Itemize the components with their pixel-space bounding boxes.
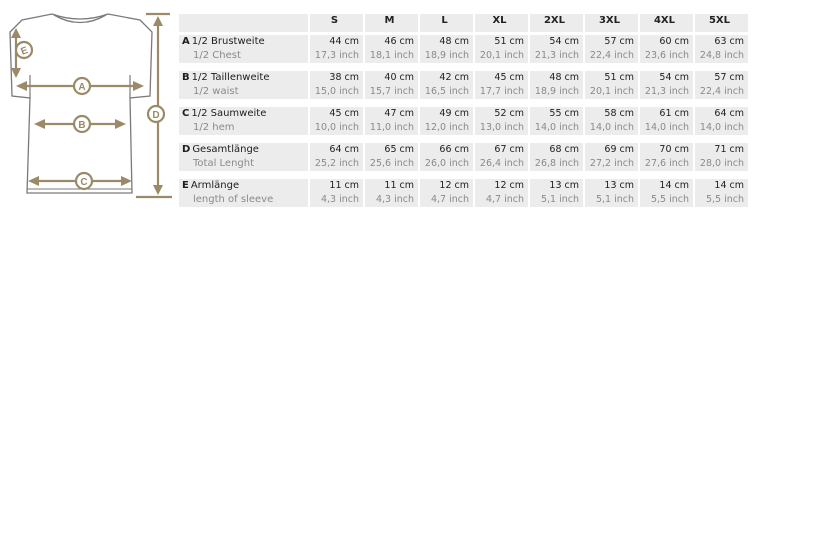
value-inch: 4,3 inch xyxy=(320,194,359,205)
measurement-label-cell xyxy=(179,107,308,135)
measurement-letter: D xyxy=(182,144,191,155)
measurement-value-cell xyxy=(475,71,528,99)
size-header-2xl: 2XL xyxy=(530,14,583,32)
value-inch: 22,4 inch xyxy=(589,50,634,61)
value-inch: 15,0 inch xyxy=(314,86,359,97)
value-cm: 68 cm xyxy=(549,144,579,155)
value-inch: 23,6 inch xyxy=(644,50,689,61)
measurement-letter: E xyxy=(182,180,189,191)
measurement-value-cell xyxy=(640,107,693,135)
measurement-value-cell xyxy=(585,107,638,135)
size-header-xl: XL xyxy=(475,14,528,32)
measurement-value-cell xyxy=(310,71,363,99)
value-cm: 54 cm xyxy=(549,36,579,47)
value-cm: 13 cm xyxy=(604,180,634,191)
value-cm: 51 cm xyxy=(604,72,634,83)
measurement-value-cell xyxy=(365,35,418,63)
value-inch: 26,8 inch xyxy=(534,158,579,169)
measurement-value-cell xyxy=(695,179,748,207)
value-inch: 17,3 inch xyxy=(314,50,359,61)
marker-d-label: D xyxy=(152,110,160,121)
row-spacer xyxy=(179,99,748,107)
value-cm: 63 cm xyxy=(714,36,744,47)
value-cm: 69 cm xyxy=(604,144,634,155)
value-inch: 4,7 inch xyxy=(485,194,524,205)
measurement-value-cell xyxy=(310,179,363,207)
marker-b-label: B xyxy=(78,120,86,131)
measurement-row-c xyxy=(179,107,748,135)
value-cm: 64 cm xyxy=(329,144,359,155)
measurement-name-de: 1/2 Brustweite xyxy=(191,36,265,47)
measurement-value-cell xyxy=(420,143,473,171)
value-inch: 20,1 inch xyxy=(589,86,634,97)
value-inch: 16,5 inch xyxy=(424,86,469,97)
measurement-value-cell xyxy=(695,143,748,171)
measurement-letter: B xyxy=(182,72,190,83)
value-cm: 71 cm xyxy=(714,144,744,155)
measurement-value-cell xyxy=(365,143,418,171)
measurement-name-en: 1/2 waist xyxy=(193,86,239,97)
value-cm: 58 cm xyxy=(604,108,634,119)
measurement-name-de: 1/2 Saumweite xyxy=(191,108,267,119)
measurement-value-cell xyxy=(420,71,473,99)
value-cm: 40 cm xyxy=(384,72,414,83)
value-cm: 44 cm xyxy=(329,36,359,47)
measurement-name-de: Gesamtlänge xyxy=(192,144,259,155)
measurement-label-cell xyxy=(179,179,308,207)
measurement-letter: C xyxy=(182,108,190,119)
measurement-name-en: 1/2 Chest xyxy=(193,50,241,61)
measurement-value-cell xyxy=(530,107,583,135)
value-inch: 4,7 inch xyxy=(430,194,469,205)
value-cm: 12 cm xyxy=(494,180,524,191)
measurement-value-cell xyxy=(585,179,638,207)
value-cm: 61 cm xyxy=(659,108,689,119)
value-cm: 60 cm xyxy=(659,36,689,47)
row-spacer xyxy=(179,63,748,71)
value-inch: 5,5 inch xyxy=(650,194,689,205)
value-inch: 11,0 inch xyxy=(369,122,414,133)
value-inch: 28,0 inch xyxy=(699,158,744,169)
measurement-value-cell xyxy=(530,71,583,99)
value-cm: 52 cm xyxy=(494,108,524,119)
value-inch: 24,8 inch xyxy=(699,50,744,61)
value-inch: 5,5 inch xyxy=(705,194,744,205)
value-inch: 25,6 inch xyxy=(369,158,414,169)
measurement-value-cell xyxy=(365,107,418,135)
measurement-value-cell xyxy=(585,143,638,171)
size-header-row xyxy=(179,14,748,32)
measurement-value-cell xyxy=(365,179,418,207)
measurement-name-de: Armlänge xyxy=(190,180,240,191)
measurement-label-cell xyxy=(179,143,308,171)
value-cm: 54 cm xyxy=(659,72,689,83)
value-inch: 27,6 inch xyxy=(644,158,689,169)
value-inch: 10,0 inch xyxy=(314,122,359,133)
value-cm: 14 cm xyxy=(659,180,689,191)
value-inch: 21,3 inch xyxy=(644,86,689,97)
measurement-value-cell xyxy=(640,71,693,99)
value-cm: 66 cm xyxy=(439,144,469,155)
measurement-value-cell xyxy=(420,107,473,135)
measurement-value-cell xyxy=(475,179,528,207)
value-cm: 46 cm xyxy=(384,36,414,47)
measurement-name-de: 1/2 Taillenweite xyxy=(191,72,270,83)
value-cm: 42 cm xyxy=(439,72,469,83)
measurement-value-cell xyxy=(585,35,638,63)
measurement-label-cell xyxy=(179,71,308,99)
size-header-l: L xyxy=(420,14,473,32)
measurement-value-cell xyxy=(585,71,638,99)
row-spacer xyxy=(179,171,748,179)
measurement-value-cell xyxy=(475,143,528,171)
value-cm: 11 cm xyxy=(329,180,359,191)
value-inch: 26,0 inch xyxy=(424,158,469,169)
value-inch: 14,0 inch xyxy=(699,122,744,133)
value-cm: 64 cm xyxy=(714,108,744,119)
value-inch: 25,2 inch xyxy=(314,158,359,169)
value-inch: 14,0 inch xyxy=(534,122,579,133)
header-blank-cell xyxy=(179,14,308,32)
measurement-row-b xyxy=(179,71,748,99)
value-cm: 14 cm xyxy=(714,180,744,191)
measurement-value-cell xyxy=(475,35,528,63)
measurement-value-cell xyxy=(530,179,583,207)
measurement-row-d xyxy=(179,143,748,171)
measurement-value-cell xyxy=(310,35,363,63)
measurement-value-cell xyxy=(640,179,693,207)
value-cm: 70 cm xyxy=(659,144,689,155)
value-cm: 13 cm xyxy=(549,180,579,191)
measurement-value-cell xyxy=(420,35,473,63)
measurement-value-cell xyxy=(365,71,418,99)
measurement-value-cell xyxy=(310,107,363,135)
measurement-value-cell xyxy=(695,107,748,135)
size-header-m: M xyxy=(365,14,418,32)
measurement-value-cell xyxy=(420,179,473,207)
value-cm: 57 cm xyxy=(604,36,634,47)
measurement-value-cell xyxy=(475,107,528,135)
value-cm: 57 cm xyxy=(714,72,744,83)
measurement-row-e xyxy=(179,179,748,207)
value-inch: 18,9 inch xyxy=(424,50,469,61)
value-inch: 20,1 inch xyxy=(479,50,524,61)
value-cm: 38 cm xyxy=(329,72,359,83)
measurement-name-en: length of sleeve xyxy=(193,194,274,205)
measurement-row-a xyxy=(179,35,748,63)
value-inch: 4,3 inch xyxy=(375,194,414,205)
value-cm: 11 cm xyxy=(384,180,414,191)
value-inch: 18,1 inch xyxy=(369,50,414,61)
value-inch: 22,4 inch xyxy=(699,86,744,97)
value-inch: 17,7 inch xyxy=(479,86,524,97)
value-cm: 48 cm xyxy=(549,72,579,83)
measurement-name-en: 1/2 hem xyxy=(193,122,235,133)
value-cm: 49 cm xyxy=(439,108,469,119)
measurement-name-en: Total Lenght xyxy=(193,158,255,169)
value-inch: 14,0 inch xyxy=(589,122,634,133)
value-cm: 51 cm xyxy=(494,36,524,47)
value-inch: 26,4 inch xyxy=(479,158,524,169)
value-cm: 45 cm xyxy=(494,72,524,83)
size-header-4xl: 4XL xyxy=(640,14,693,32)
value-cm: 55 cm xyxy=(549,108,579,119)
value-inch: 14,0 inch xyxy=(644,122,689,133)
measurement-value-cell xyxy=(640,35,693,63)
marker-c-label: C xyxy=(80,177,88,188)
marker-e-label: E xyxy=(19,45,30,58)
measurement-value-cell xyxy=(530,35,583,63)
measurement-label-cell xyxy=(179,35,308,63)
value-cm: 45 cm xyxy=(329,108,359,119)
size-chart-table xyxy=(177,14,750,207)
measurement-letter: A xyxy=(182,36,190,47)
size-header-5xl: 5XL xyxy=(695,14,748,32)
value-inch: 15,7 inch xyxy=(369,86,414,97)
value-cm: 12 cm xyxy=(439,180,469,191)
measurement-value-cell xyxy=(310,143,363,171)
marker-a-label: A xyxy=(78,82,86,93)
value-cm: 47 cm xyxy=(384,108,414,119)
size-header-3xl: 3XL xyxy=(585,14,638,32)
value-inch: 5,1 inch xyxy=(540,194,579,205)
measurement-value-cell xyxy=(695,71,748,99)
measurement-value-cell xyxy=(530,143,583,171)
tshirt-outline xyxy=(10,14,152,193)
value-inch: 18,9 inch xyxy=(534,86,579,97)
value-cm: 67 cm xyxy=(494,144,524,155)
measurement-value-cell xyxy=(695,35,748,63)
size-header-s: S xyxy=(310,14,363,32)
size-table-body xyxy=(179,32,748,207)
value-inch: 13,0 inch xyxy=(479,122,524,133)
value-inch: 27,2 inch xyxy=(589,158,634,169)
value-inch: 5,1 inch xyxy=(595,194,634,205)
value-cm: 48 cm xyxy=(439,36,469,47)
value-inch: 12,0 inch xyxy=(424,122,469,133)
value-inch: 21,3 inch xyxy=(534,50,579,61)
tshirt-measurement-diagram xyxy=(0,0,178,210)
value-cm: 65 cm xyxy=(384,144,414,155)
row-spacer xyxy=(179,135,748,143)
measurement-value-cell xyxy=(640,143,693,171)
